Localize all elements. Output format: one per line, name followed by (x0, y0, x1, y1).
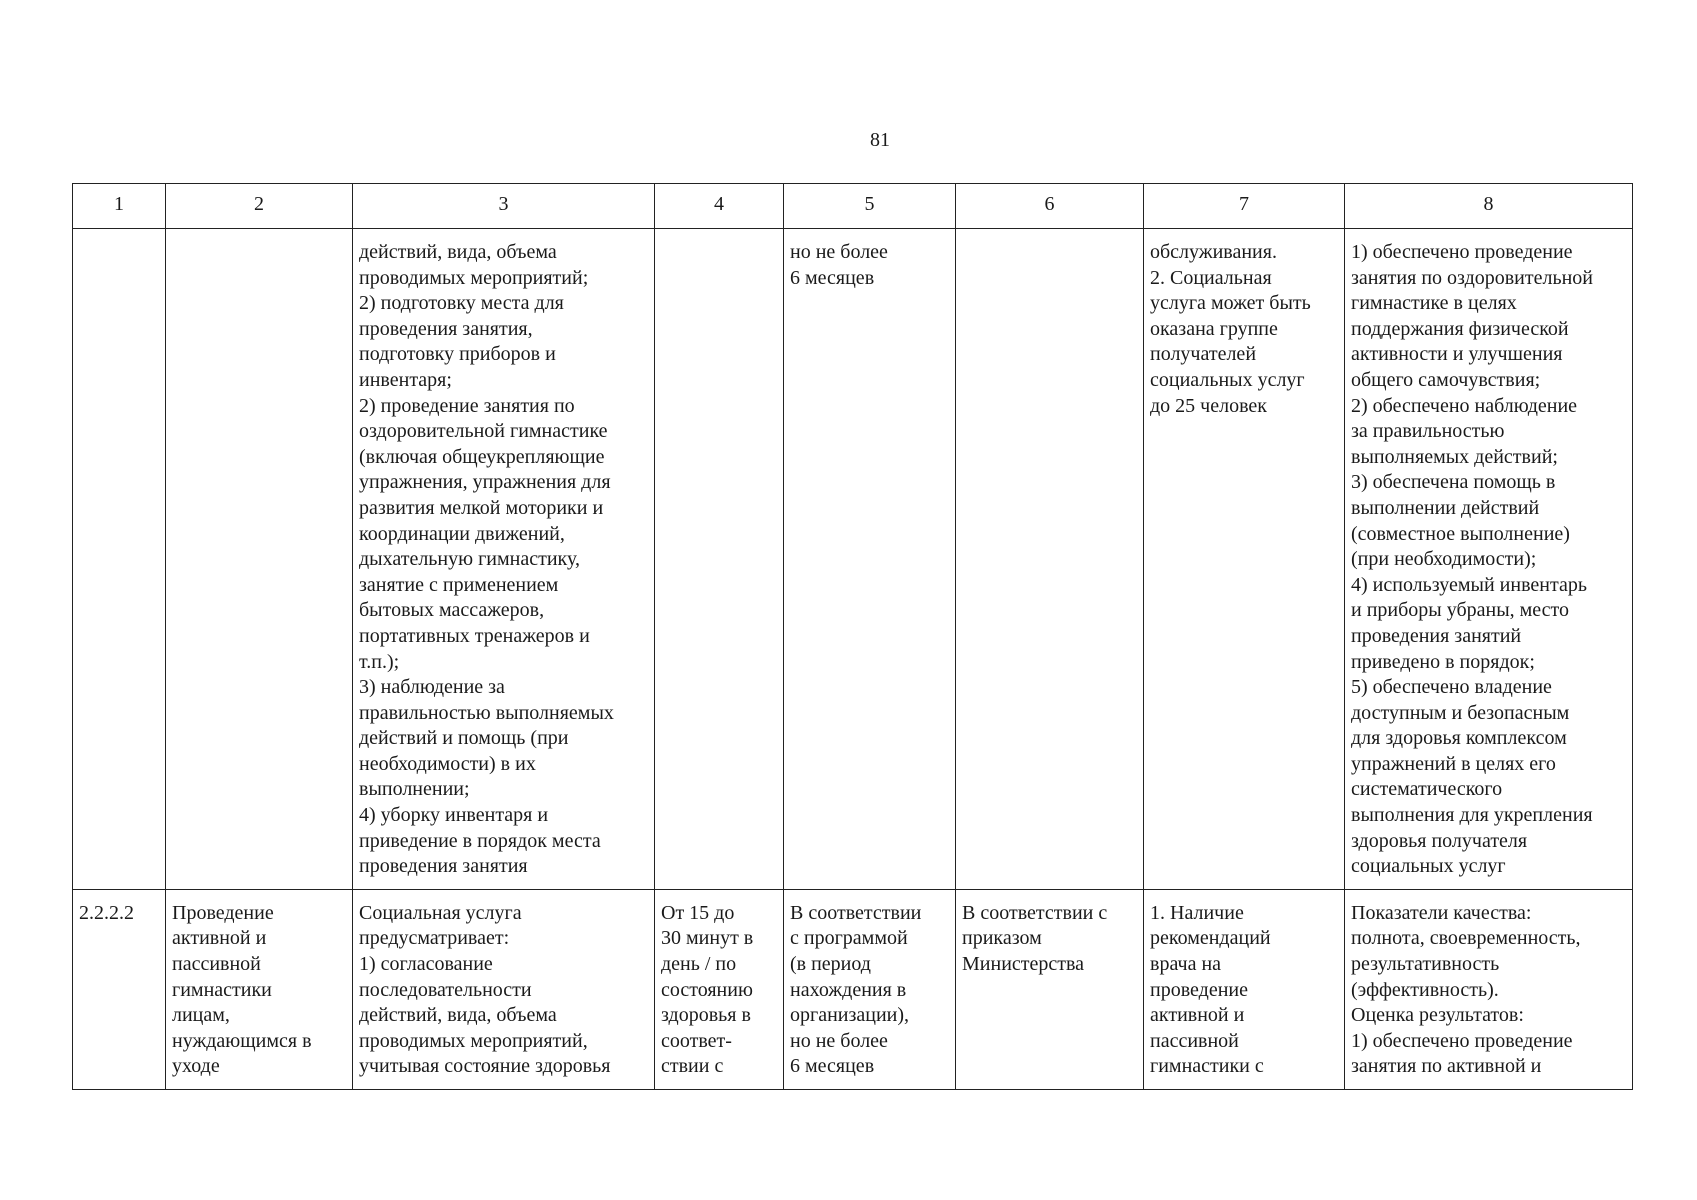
header-cell-8: 8 (1345, 184, 1633, 229)
row2-number-cell: 2.2.2.2 (73, 889, 166, 1089)
row2-conditions-cell: 1. Наличие рекомендаций врача на проведение активной и пассивной гимнастики с (1144, 889, 1345, 1089)
row1-tariff-cell (956, 229, 1144, 890)
row1-quality-cell: 1) обеспечено проведение занятия по оздоровительной гимнастике в целях поддержания физической активности и улучшения общего самочувствия; 2) обеспечено наблюдение за правильностью выполняемых действий; 3) обеспечена помощь в выполнении действий (совместное выполнение) (при необходимости); 4) используемый инвентарь и приборы убраны, место проведения занятий приведено в порядок; 5) обеспечено владение доступным и безопасным для здоровья комплексом упражнений в целях его систематического выполнения для укрепления здоровья получателя социальных услуг (1345, 229, 1633, 890)
header-cell-1: 1 (73, 184, 166, 229)
header-cell-3: 3 (353, 184, 655, 229)
header-cell-2: 2 (166, 184, 353, 229)
page-number: 81 (870, 129, 890, 151)
row2-quality-cell: Показатели качества: полнота, своевременность, результативность (эффективность). Оценка результатов: 1) обеспечено проведение занятия по активной и (1345, 889, 1633, 1089)
row2-tariff-cell: В соответствии с приказом Министерства (956, 889, 1144, 1089)
services-table (72, 183, 1633, 1090)
header-cell-5: 5 (784, 184, 956, 229)
table-row (73, 229, 1633, 890)
row1-number-cell (73, 229, 166, 890)
row2-service-name-cell: Проведение активной и пассивной гимнастики лицам, нуждающимся в уходе (166, 889, 353, 1089)
table-row (73, 889, 1633, 1089)
header-cell-4: 4 (655, 184, 784, 229)
row2-period-cell: В соответствии с программой (в период нахождения в организации), но не более 6 месяцев (784, 889, 956, 1089)
row2-description-cell: Социальная услуга предусматривает: 1) согласование последовательности действий, вида, объема проводимых мероприятий, учитывая состояние здоровья (353, 889, 655, 1089)
row2-norm-cell: От 15 до 30 минут в день / по состоянию здоровья в соответ- ствии с (655, 889, 784, 1089)
header-cell-6: 6 (956, 184, 1144, 229)
row1-service-name-cell (166, 229, 353, 890)
row1-period-cell: но не более 6 месяцев (784, 229, 956, 890)
row1-norm-cell (655, 229, 784, 890)
row1-conditions-cell: обслуживания. 2. Социальная услуга может быть оказана группе получателей социальных услуг до 25 человек (1144, 229, 1345, 890)
header-cell-7: 7 (1144, 184, 1345, 229)
table-header-row (73, 184, 1633, 229)
row1-description-cell: действий, вида, объема проводимых мероприятий; 2) подготовку места для проведения занятия, подготовку приборов и инвентаря; 2) проведение занятия по оздоровительной гимнастике (включая общеукрепляющие упражнения, упражнения для развития мелкой моторики и координации движений, дыхательную гимнастику, занятие с применением бытовых массажеров, портативных тренажеров и т.п.); 3) наблюдение за правильностью выполняемых действий и помощь (при необходимости) в их выполнении; 4) уборку инвентаря и приведение в порядок места проведения занятия (353, 229, 655, 890)
